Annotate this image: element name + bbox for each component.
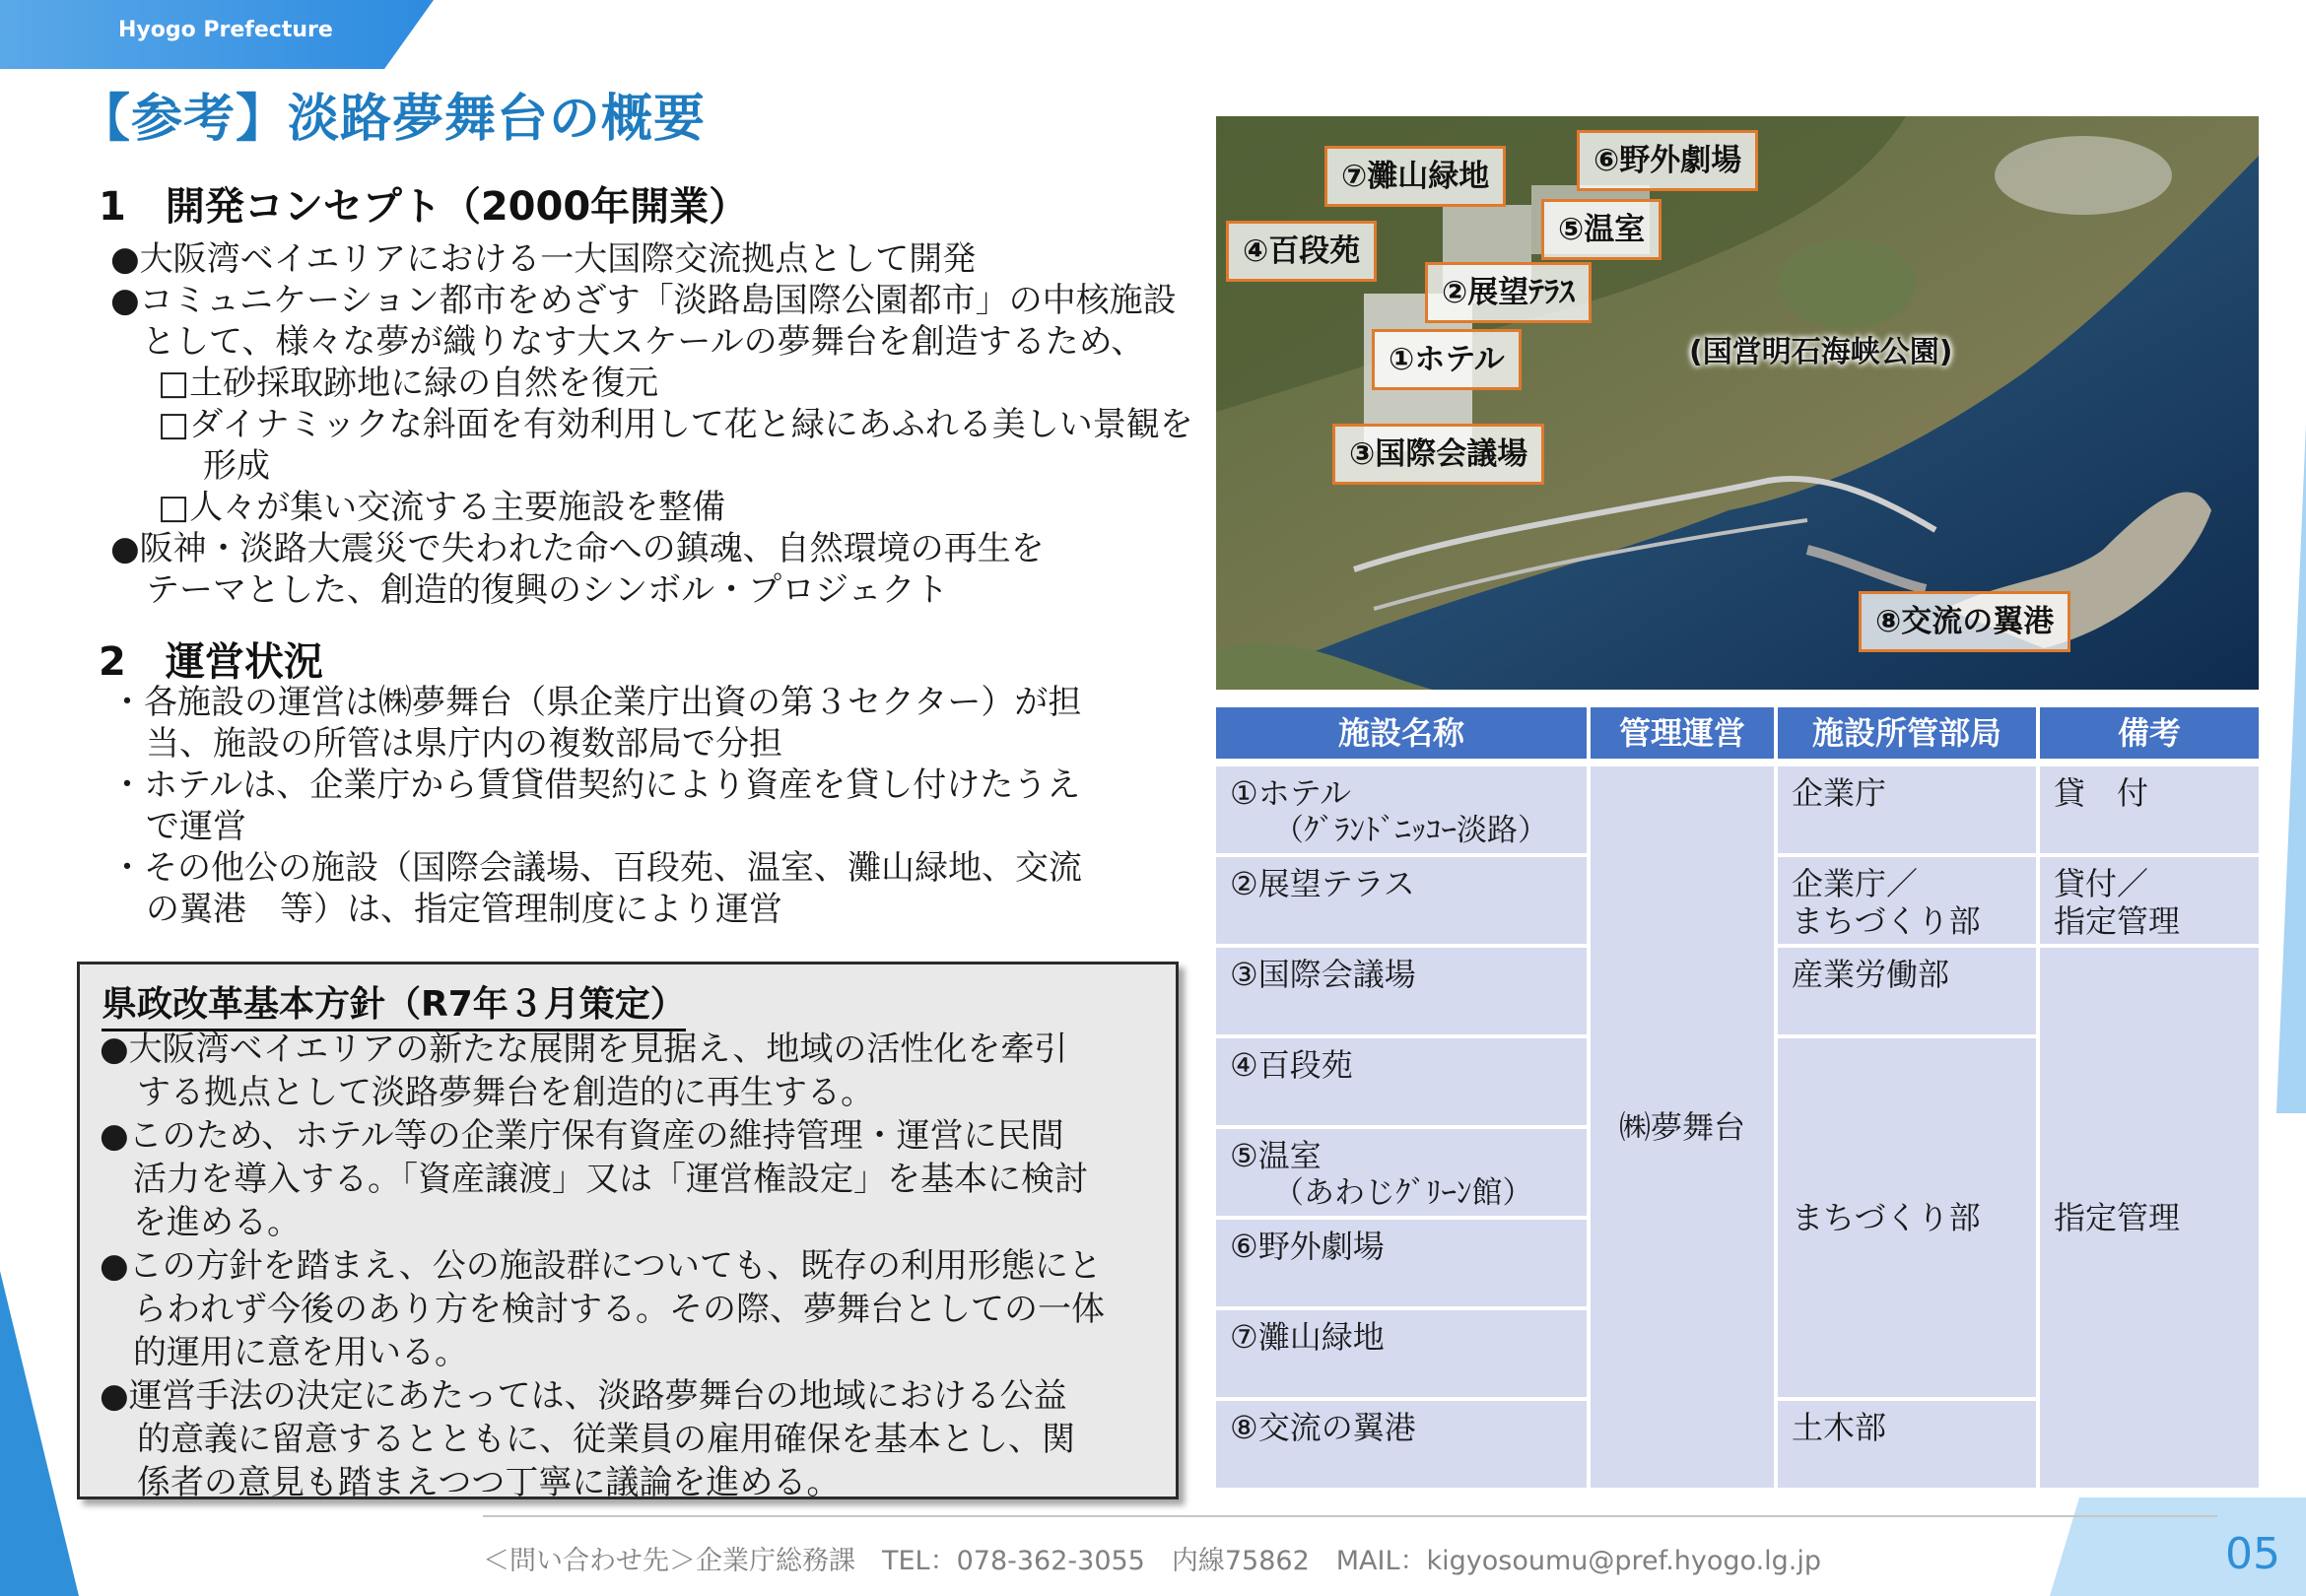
section-heading-concept: 1 開発コンセプト（2000年開業）: [99, 184, 749, 230]
table-header: 施設所管部局: [1778, 707, 2036, 759]
department-name: 企業庁: [1792, 774, 1887, 812]
department-cell: [1778, 1401, 2036, 1488]
table-header: 施設名称: [1216, 707, 1587, 759]
policy-line: ●大阪湾ベイエリアの新たな展開を見据え、地域の活性化を牽引: [100, 1030, 1068, 1069]
facility-name: ①ホテル: [1230, 774, 1352, 812]
facility-table: [1216, 707, 2259, 1503]
policy-line: ●このため、ホテル等の企業庁保有資産の維持管理・運営に民間: [100, 1116, 1064, 1156]
remarks-cell: [2040, 948, 2259, 1488]
operator-cell: [1591, 766, 1774, 1488]
facility-name: ⑧交流の翼港: [1230, 1409, 1416, 1446]
map-label-port: ⑧交流の翼港: [1859, 591, 2070, 652]
department-name: まちづくり部: [1792, 902, 1981, 940]
map-label-outdoor-theater: ⑥野外劇場: [1577, 130, 1758, 191]
map-label-hotel: ①ホテル: [1372, 329, 1522, 390]
remarks-text: 指定管理: [2054, 902, 2181, 940]
concept-line: ●コミュニケーション都市をめざす「淡路島国際公園都市」の中核施設: [110, 281, 1177, 320]
concept-line: ●大阪湾ベイエリアにおける一大国際交流拠点として開発: [110, 239, 977, 279]
concept-line: テーマとした、創造的復興のシンボル・プロジェクト: [146, 570, 949, 610]
operator-name: ㈱夢舞台: [1618, 1108, 1745, 1146]
operation-line: の翼港 等）は、指定管理制度により運営: [146, 890, 782, 929]
table-header: 管理運営: [1591, 707, 1774, 759]
facility-name: ③国際会議場: [1230, 956, 1416, 993]
footer-contact: ＜問い合わせ先＞企業庁総務課 TEL：078-362-3055 内線75862 MAIL：kigyosoumu@pref.hyogo.lg.jp: [483, 1546, 1822, 1576]
operation-line: ・各施設の運営は㈱夢舞台（県企業庁出資の第３セクター）が担: [110, 683, 1082, 722]
table-row: [1216, 766, 1587, 853]
remarks-cell: [2040, 766, 2259, 853]
policy-line: ●運営手法の決定にあたっては、淡路夢舞台の地域における公益: [100, 1376, 1067, 1416]
policy-line: らわれず今後のあり方を検討する。その際、夢舞台としての一体: [133, 1290, 1105, 1329]
department-name: まちづくり部: [1792, 1199, 1981, 1236]
table-row: [1216, 1310, 1587, 1397]
operation-line: ・ホテルは、企業庁から賃貸借契約により資産を貸し付けたうえ: [110, 765, 1081, 805]
concept-line: □土砂採取跡地に緑の自然を復元: [158, 364, 659, 403]
table-row: [1216, 857, 1587, 944]
map-label-conference-hall: ③国際会議場: [1332, 424, 1544, 485]
decorative-stripe: [2267, 424, 2306, 1113]
policy-line: 的運用に意を用いる。: [133, 1333, 468, 1372]
concept-line: として、様々な夢が織りなす大スケールの夢舞台を創造するため、: [142, 322, 1145, 362]
remarks-text: 貸付／: [2054, 865, 2149, 902]
page-title: 【参考】淡路夢舞台の概要: [79, 90, 707, 149]
facility-subname: （ｸﾞﾗﾝﾄﾞﾆｯｺｰ淡路）: [1273, 813, 1548, 848]
department-cell: [1778, 857, 2036, 944]
department-name: 産業労働部: [1792, 956, 1950, 993]
concept-line: ●阪神・淡路大震災で失われた命への鎮魂、自然環境の再生を: [110, 529, 1045, 568]
policy-line: を進める。: [133, 1203, 301, 1242]
facility-name: ⑥野外劇場: [1230, 1228, 1385, 1265]
table-row: [1216, 1038, 1587, 1125]
table-row: [1216, 1401, 1587, 1488]
map-label-hyakudanen: ④百段苑: [1226, 221, 1377, 282]
policy-line: する拠点として淡路夢舞台を創造的に再生する。: [137, 1073, 874, 1112]
footer-divider: [483, 1515, 2217, 1517]
policy-line: 活力を導入する。「資産譲渡」又は「運営権設定」を基本に検討: [133, 1160, 1088, 1199]
facility-name: ⑤温室: [1230, 1137, 1322, 1174]
remarks-cell: [2040, 857, 2259, 944]
map-label-park: (国営明石海峡公園): [1689, 335, 1953, 369]
table-row: [1216, 1220, 1587, 1306]
operation-line: ・その他公の施設（国際会議場、百段苑、温室、灘山緑地、交流: [110, 848, 1082, 888]
facility-subname: （あわじｸﾞﾘｰﾝ館）: [1273, 1175, 1533, 1211]
table-row: [1216, 948, 1587, 1034]
department-cell: [1778, 1038, 2036, 1397]
map-label-nadayama: ⑦灘山緑地: [1324, 146, 1506, 207]
department-name: 企業庁／: [1792, 865, 1919, 902]
map-label-greenhouse: ⑤温室: [1541, 199, 1662, 260]
concept-line: 形成: [203, 446, 270, 486]
remarks-text: 貸 付: [2054, 774, 2149, 812]
policy-line: 的意義に留意するとともに、従業員の雇用確保を基本とし、関: [137, 1420, 1075, 1459]
brand-label: Hyogo Prefecture: [118, 18, 333, 42]
table-row: [1216, 1129, 1587, 1216]
operation-line: で運営: [146, 807, 246, 846]
remarks-text: 指定管理: [2054, 1199, 2181, 1236]
department-cell: [1778, 948, 2036, 1034]
facility-name: ④百段苑: [1230, 1046, 1353, 1084]
section-heading-operation: 2 運営状況: [99, 639, 323, 685]
map-label-observation-terrace: ②展望ﾃﾗｽ: [1425, 262, 1592, 323]
department-cell: [1778, 766, 2036, 853]
decorative-triangle: [0, 1271, 79, 1596]
concept-line: □ダイナミックな斜面を有効利用して花と緑にあふれる美しい景観を: [158, 405, 1193, 444]
operation-line: 当、施設の所管は県庁内の複数部局で分担: [146, 724, 782, 764]
facility-name: ②展望テラス: [1230, 865, 1415, 902]
aerial-photo: [1216, 116, 2259, 690]
table-header: 備考: [2040, 707, 2259, 759]
page-number: 05: [2225, 1529, 2280, 1579]
policy-line: ●この方針を踏まえ、公の施設群についても、既存の利用形態にと: [100, 1246, 1103, 1286]
policy-line: 係者の意見も踏まえつつ丁寧に議論を進める。: [137, 1463, 841, 1502]
policy-box: [77, 962, 1179, 1502]
concept-line: □人々が集い交流する主要施設を整備: [158, 488, 726, 527]
department-name: 土木部: [1792, 1409, 1887, 1446]
policy-title: 県政改革基本方針（R7年３月策定）: [102, 976, 686, 1031]
facility-name: ⑦灘山緑地: [1230, 1318, 1385, 1356]
